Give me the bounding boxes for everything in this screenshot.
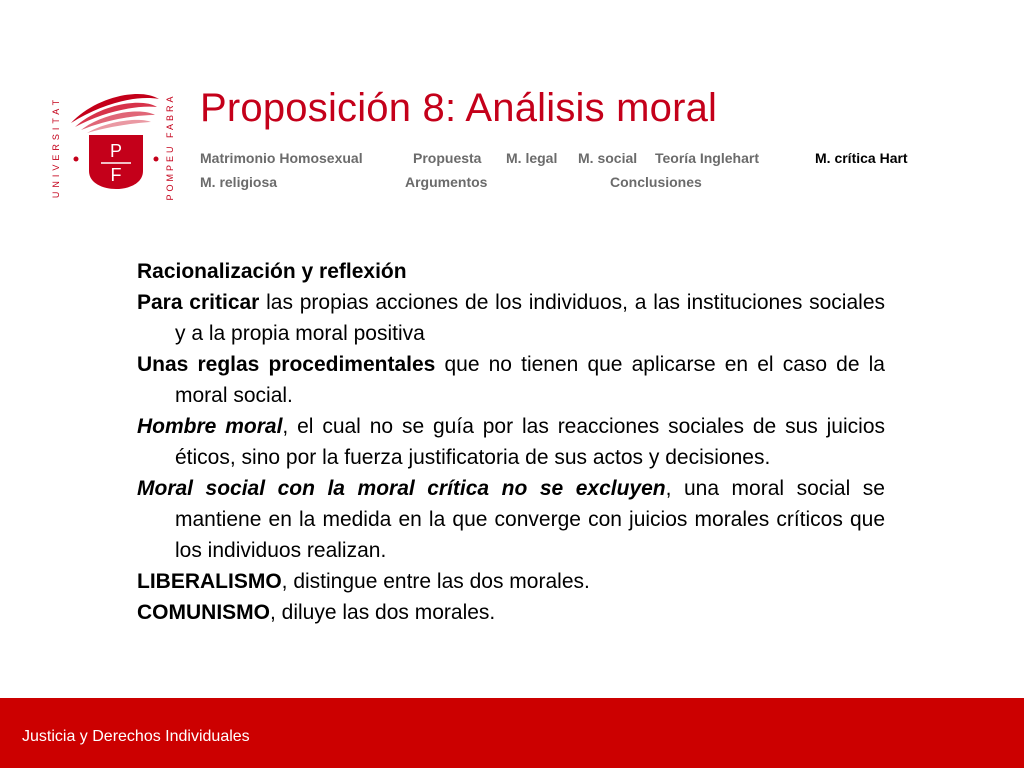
paragraph-lead: Hombre moral	[137, 415, 283, 438]
body-paragraph-moral-social	[137, 473, 885, 566]
nav-teoria-inglehart[interactable]: Teoría Inglehart	[655, 150, 759, 166]
nav-conclusiones[interactable]: Conclusiones	[610, 174, 702, 190]
logo-pompeu-fabra-text: POMPEU FABRA	[165, 93, 175, 201]
upf-logo	[45, 85, 185, 210]
logo-dot-left	[74, 157, 79, 162]
paragraph-text: , distingue entre las dos morales.	[281, 570, 590, 593]
nav-m-critica-hart[interactable]: M. crítica Hart	[815, 150, 908, 166]
paragraph-text: , el cual no se guía por las reacciones sociales de sus juicios éticos, sino por la fuerza justificatoria de sus actos y decisiones.	[175, 415, 885, 469]
footer-text: Justicia y Derechos Individuales	[22, 728, 250, 745]
slide-title: Proposición 8: Análisis moral	[200, 86, 718, 130]
nav-m-social[interactable]: M. social	[578, 150, 638, 166]
footer-bar	[0, 698, 1024, 768]
paragraph-lead: Para criticar	[137, 291, 260, 314]
paragraph-lead: Unas reglas procedimentales	[137, 353, 436, 376]
section-nav	[200, 150, 960, 194]
paragraph-lead: COMUNISMO	[137, 601, 270, 624]
paragraph-text: , diluye las dos morales.	[270, 601, 496, 624]
slide-body	[137, 256, 885, 628]
paragraph-lead: Moral social con la moral crítica no se excluyen	[137, 477, 666, 500]
nav-matrimonio-homosexual[interactable]: Matrimonio Homosexual	[200, 150, 363, 166]
body-paragraph-criticar	[137, 287, 885, 349]
nav-m-religiosa[interactable]: M. religiosa	[200, 174, 278, 190]
logo-monogram-p: P	[109, 141, 123, 161]
paragraph-lead: LIBERALISMO	[137, 570, 282, 593]
nav-propuesta[interactable]: Propuesta	[413, 150, 482, 166]
body-paragraph-hombre-moral	[137, 411, 885, 473]
logo-monogram-f: F	[110, 165, 122, 185]
nav-argumentos[interactable]: Argumentos	[405, 174, 488, 190]
body-paragraph-liberalismo	[137, 566, 885, 597]
paragraph-text: , una moral social se mantiene en la medida en la que converge con juicios morales críticos que los individuos realizan.	[175, 477, 885, 562]
body-heading: Racionalización y reflexión	[137, 260, 407, 283]
paragraph-text: que no tienen que aplicarse en el caso de la moral social.	[175, 353, 885, 407]
paragraph-text: las propias acciones de los individuos, a las instituciones sociales y a la propia moral positiva	[175, 291, 885, 345]
logo-dot-right	[154, 157, 159, 162]
nav-m-legal[interactable]: M. legal	[506, 150, 558, 166]
body-paragraph-comunismo	[137, 597, 885, 628]
body-paragraph-reglas	[137, 349, 885, 411]
logo-universitat-text: UNIVERSITAT	[51, 95, 61, 199]
logo-flame-icon	[71, 94, 159, 133]
